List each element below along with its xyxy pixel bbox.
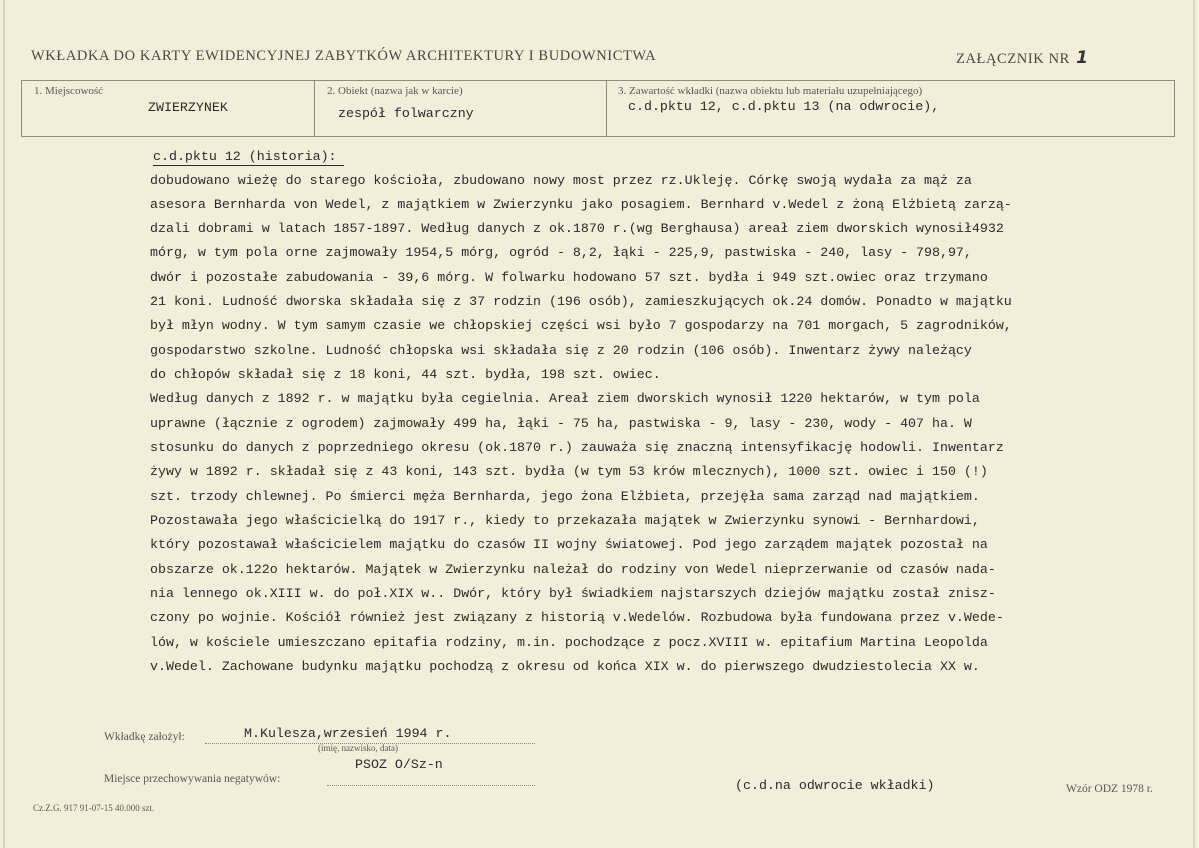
body-line: dobudowano wieżę do starego kościoła, zbudowano nowy most przez rz.Ukleję. Córkę swoją wydała za mąż za bbox=[150, 173, 972, 188]
table-left-border bbox=[21, 80, 22, 137]
field-contents-value: c.d.pktu 12, c.d.pktu 13 (na odwrocie), bbox=[628, 99, 940, 114]
body-line: żywy w 1892 r. składał się z 43 koni, 143 szt. bydła (w tym 53 krów mlecznych), 1000 szt. owiec i 150 (!) bbox=[150, 464, 988, 479]
body-line: nia lennego ok.XIII w. do poł.XIX w.. Dwór, który był świadkiem najstarszych dziejów majątku został znisz- bbox=[150, 586, 996, 601]
negatives-label: Miejsce przechowywania negatywów: bbox=[104, 773, 281, 785]
form-model-label: Wzór ODZ 1978 r. bbox=[1066, 783, 1153, 795]
body-line: uprawne (łącznie z ogrodem) zajmowały 499 ha, łąki - 75 ha, pastwiska - 9, lasy - 230, wody - 407 ha. W bbox=[150, 416, 972, 431]
field-object-value: zespół folwarczny bbox=[338, 106, 474, 121]
archive-value: PSOZ O/Sz-n bbox=[355, 757, 443, 772]
field-object-label: 2. Obiekt (nazwa jak w karcie) bbox=[327, 85, 463, 97]
section-heading-underline bbox=[153, 165, 344, 166]
body-line: czony po wojnie. Kościół również jest związany z historią v.Wedelów. Rozbudowa była fundowana przez v.Wede- bbox=[150, 610, 1004, 625]
table-right-border bbox=[1174, 80, 1175, 137]
body-line: który pozostawał właścicielem majątku do czasów II wojny światowej. Pod jego zarządem majątek pozostał na bbox=[150, 537, 988, 552]
card-left-edge bbox=[3, 0, 5, 848]
table-divider-2 bbox=[606, 80, 607, 137]
annex-label bbox=[956, 48, 1089, 68]
body-line: lów, w kościele umieszczano epitafia rodziny, m.in. pochodzące z pocz.XVIII w. epitafium Martina Leopolda bbox=[150, 635, 988, 650]
field-locality-value: ZWIERZYNEK bbox=[148, 100, 228, 115]
body-line: Według danych z 1892 r. w majątku była cegielnia. Areał ziem dworskich wynosił 1220 hektarów, w tym pola bbox=[150, 391, 980, 406]
body-line: v.Wedel. Zachowane budynku majątku pochodzą z okresu od końca XIX w. do pierwszego dwudziestolecia XX w. bbox=[150, 659, 980, 674]
body-line: Pozostawała jego właścicielką do 1917 r., kiedy to przekazała majątek w Zwierzynku synowi - Bernhardowi, bbox=[150, 513, 980, 528]
body-line: dwór i pozostałe zabudowania - 39,6 mórg. W folwarku hodowano 57 szt. bydła i 949 szt.owiec oraz trzymano bbox=[150, 270, 988, 285]
continued-note: (c.d.na odwrocie wkładki) bbox=[735, 778, 935, 793]
table-top-border bbox=[21, 80, 1175, 81]
body-line: gospodarstwo szkolne. Ludność chłopska wsi składała się z 20 rodzin (106 osób). Inwentarz żywy należący bbox=[150, 343, 972, 358]
body-line: był młyn wodny. W tym samym czasie we chłopskiej części wsi było 7 gospodarzy na 701 morgach, 5 zagrodników, bbox=[150, 318, 1012, 333]
body-line: mórg, w tym pola orne zajmowały 1954,5 mórg, ogród - 8,2, łąki - 225,9, pastwiska - 240, lasy - 798,97, bbox=[150, 245, 972, 260]
body-line: asesora Bernharda von Wedel, z majątkiem w Zwierzynku jako posagiem. Bernhard v.Wedel z żoną Elżbietą zarzą- bbox=[150, 197, 1012, 212]
body-line: 21 koni. Ludność dworska składała się z 37 rodzin (196 osób), zamieszkujących ok.24 domów. Ponadto w majątku bbox=[150, 294, 1012, 309]
annex-label-text: ZAŁĄCZNIK NR bbox=[956, 51, 1070, 67]
print-code: Cz.Z.G. 917 91-07-15 40.000 szt. bbox=[33, 803, 155, 813]
field-contents-label: 3. Zawartość wkładki (nazwa obiektu lub materiału uzupełniającego) bbox=[618, 85, 923, 97]
body-line: stosunku do danych z poprzedniego okresu (ok.1870 r.) zauważa się znaczną intensyfikację hodowli. Inwentarz bbox=[150, 440, 1004, 455]
created-by-hint: (imię, nazwisko, data) bbox=[318, 743, 398, 753]
table-bottom-border bbox=[21, 136, 1175, 137]
created-by-label: Wkładkę założył: bbox=[104, 731, 185, 743]
card-title: WKŁADKA DO KARTY EWIDENCYJNEJ ZABYTKÓW ARCHITEKTURY I BUDOWNICTWA bbox=[31, 48, 657, 64]
field-locality-label: 1. Miejscowość bbox=[34, 85, 104, 97]
body-line: szt. trzody chlewnej. Po śmierci męża Bernharda, jego żona Elżbieta, przejęła sama zarząd nad majątkiem. bbox=[150, 489, 980, 504]
body-line: obszarze ok.122o hektarów. Majątek w Zwierzynku należał do rodziny von Wedel nieprzerwanie od czasów nada- bbox=[150, 562, 996, 577]
created-by-value: M.Kulesza,wrzesień 1994 r. bbox=[244, 726, 452, 741]
annex-number: 1 bbox=[1076, 48, 1089, 68]
section-heading: c.d.pktu 12 (historia): bbox=[153, 149, 337, 164]
body-line: dzali dobrami w latach 1857-1897. Według danych z ok.1870 r.(wg Berghausa) areał ziem dworskich wynosił4932 bbox=[150, 221, 1004, 236]
card-right-edge bbox=[1193, 0, 1195, 848]
table-divider-1 bbox=[314, 80, 315, 137]
negatives-dotted-line bbox=[327, 785, 535, 786]
body-line: do chłopów składał się z 18 koni, 44 szt. bydła, 198 szt. owiec. bbox=[150, 367, 661, 382]
